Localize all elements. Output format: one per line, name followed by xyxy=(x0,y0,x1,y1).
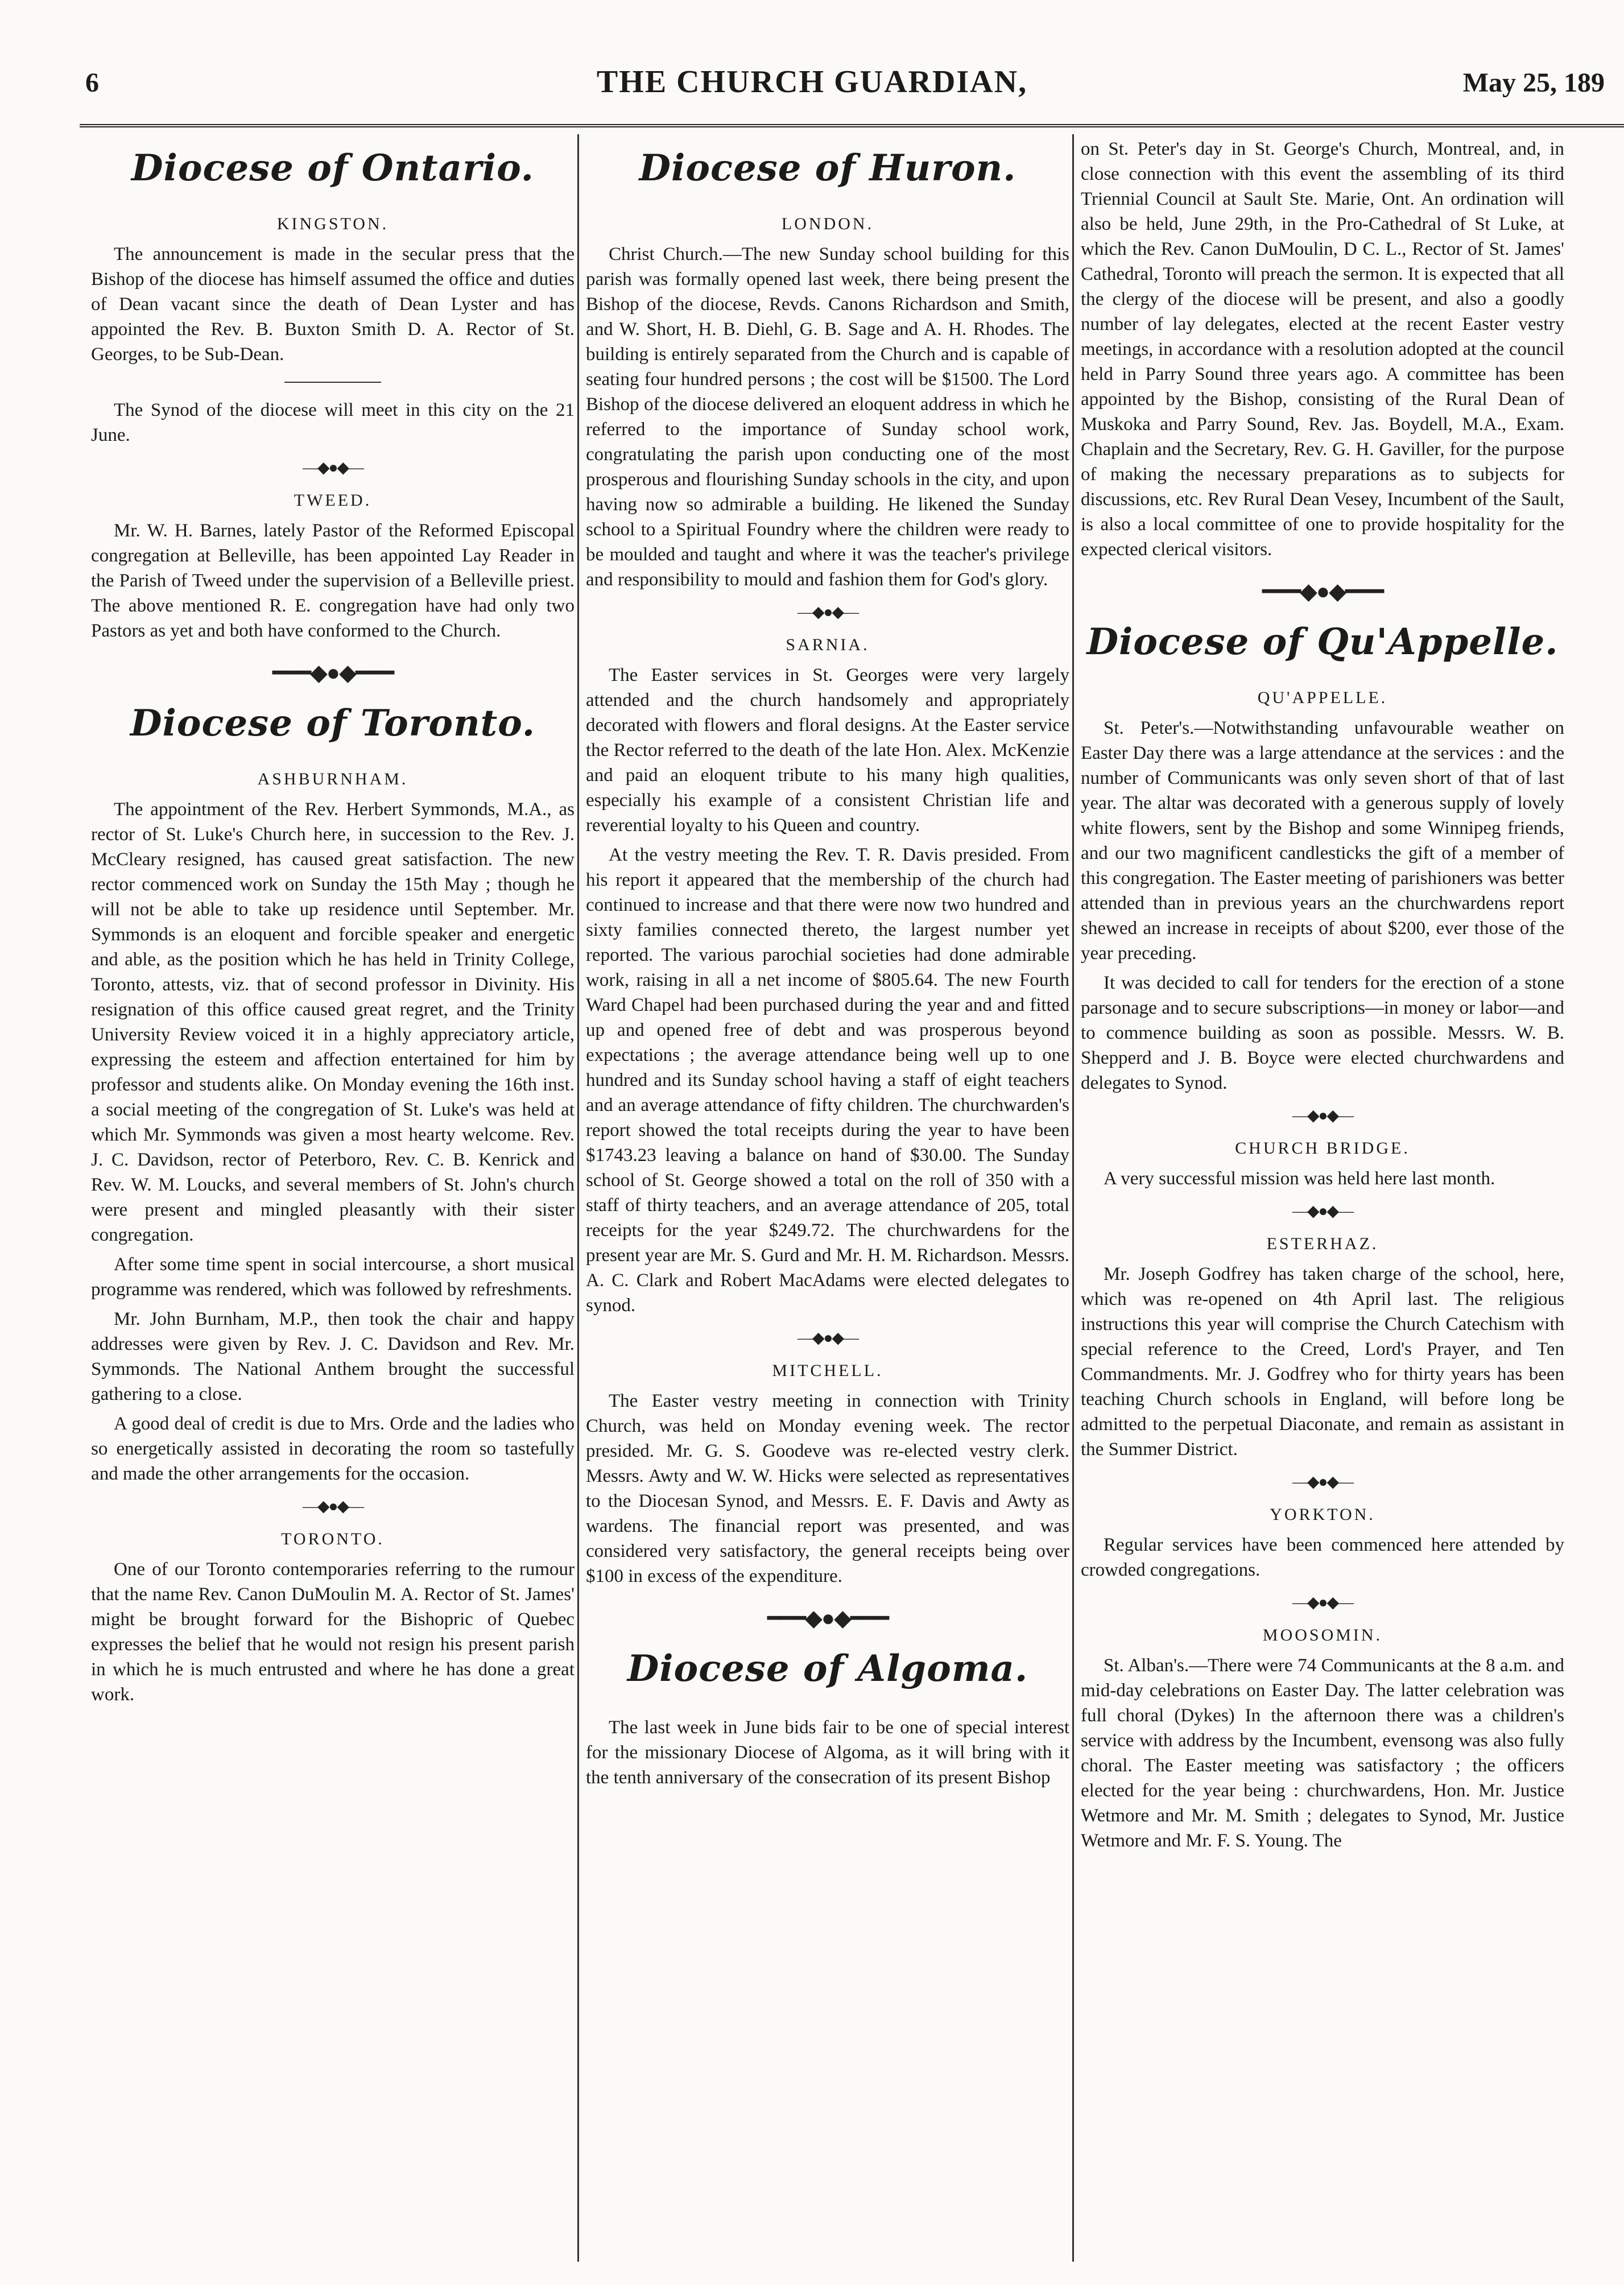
masthead-rule xyxy=(80,124,1624,127)
article-paragraph: One of our Toronto contemporaries referring to the rumour that the name Rev. Canon DuMoulin M. A. Rector of St. James' might be brought forward for the Bishopric of Quebec expresses the belief that he would not resign his present parish in which he is much entrusted and where he has done a great work. xyxy=(91,1559,575,1705)
column-three xyxy=(1081,137,1564,2241)
article-paragraph: Regular services have been commenced here attended by crowded congregations. xyxy=(1081,1535,1564,1580)
place-ashburnham: ASHBURNHAM. xyxy=(257,770,408,788)
place-church-bridge: CHURCH BRIDGE. xyxy=(1235,1139,1410,1158)
masthead xyxy=(0,0,1624,132)
article-paragraph: Mr. Joseph Godfrey has taken charge of the school, here, which was re-opened on 4th April last. The religious instructions this year will comprise the Church Catechism with special reference to the Creed, Lord's Prayer, and Ten Commandments. Mr. J. Godfrey who for thirty years has been teaching Church schools in England, will before long be admitted to the perpetual Diaconate, and remain as assistant in the Summer District. xyxy=(1081,1264,1564,1460)
column-divider xyxy=(1072,134,1074,2262)
article-paragraph: St. Peter's.—Notwithstanding unfavourable weather on Easter Day there was a large attendance at the services : and the number of Communicants was only seven short of that of last year. The altar was decorated with a generous supply of lovely white flowers, sent by the Bishop and some Winnipeg friends, and our two magnificent candlesticks the gift of a member of this congregation. The Easter meeting of parishioners was better attended than in previous years an the churchwardens report shewed an increase in receipts of about $200, ever those of the year preceding. xyxy=(1081,718,1564,964)
place-quappelle: QU'APPELLE. xyxy=(1257,688,1388,707)
article-paragraph: The last week in June bids fair to be one of special interest for the missionary Diocese of Algoma, as it will bring with it the tenth anniversary of the consecration of its present Bishop xyxy=(586,1717,1069,1788)
ornament-divider: —◆●◆— xyxy=(303,459,363,477)
ornament-divider: —◆●◆— xyxy=(303,1498,363,1515)
place-moosomin: MOOSOMIN. xyxy=(1262,1626,1383,1644)
newspaper-title: THE CHURCH GUARDIAN, xyxy=(596,64,1028,100)
article-paragraph: At the vestry meeting the Rev. T. R. Davis presided. From his report it appeared that the membership of the church had continued to increase and that there were now two hundred and sixty families connected thereto, the largest number yet reported. The various parochial societies had done admirable work, raising in all a net income of $805.64. The new Fourth Ward Chapel had been purchased during the year and and fitted up and opened free of debt and was prosperous beyond expectations ; the average attendance being well up to one hundred and its Sunday school having a staff of eight teachers and an average attendance of fifty children. The churchwarden's report showed the total receipts during the year to have been $1743.23 leaving a balance on hand of $30.00. The Sunday school of St. George showed a total on the roll of 350 with a staff of thirty teachers, and an average attendance of 205, total receipts for the year $249.72. The churchwardens for the present year are Mr. S. Gurd and Mr. H. M. Richardson. Messrs. A. C. Clark and Robert MacAdams were elected delegates to synod. xyxy=(586,845,1069,1316)
ornament-divider: ━━━◆●◆━━━ xyxy=(272,660,394,685)
heading-diocese-ontario: Diocese of Ontario. xyxy=(131,147,534,189)
place-yorkton: YORKTON. xyxy=(1270,1505,1375,1524)
place-esterhaz: ESTERHAZ. xyxy=(1266,1234,1379,1253)
article-paragraph: The appointment of the Rev. Herbert Symmonds, M.A., as rector of St. Luke's Church here, in succession to the Rev. J. McCleary resigned, has caused great satisfaction. The new rector commenced work on Sunday the 15th May ; though he will not be able to take up residence until September. Mr. Symmonds is an eloquent and forcible speaker and energetic and able, as the position which he has held in Trinity College, Toronto, attests, viz. that of second professor in Divinity. His resignation of this office caused great regret, and the Trinity University Review voiced it in a highly appreciatory article, expressing the esteem and affection entertained for him by professor and students alike. On Monday evening the 16th inst. a social meeting of the congregation of St. Luke's was held at which Mr. Symmonds was given a most hearty welcome. Rev. J. C. Davidson, rector of Peterboro, Rev. C. B. Kenrick and Rev. W. M. Loucks, and several members of St. John's church were present and mingled pleasantly with their sister congregation. xyxy=(91,799,575,1245)
column-divider xyxy=(577,134,579,2262)
article-paragraph: The Easter services in St. Georges were very largely attended and the church handsomely and appropriately decorated with flowers and floral designs. At the Easter service the Rector referred to the death of the late Hon. Alex. McKenzie and paid an eloquent tribute to his many high qualities, especially his example of a consistent Christian life and reverential loyalty to his Queen and country. xyxy=(586,665,1069,836)
ornament-divider: ━━━◆●◆━━━ xyxy=(767,1605,889,1631)
article-paragraph: St. Alban's.—There were 74 Communicants at the 8 a.m. and mid-day celebrations on Easter Day. The latter celebration was full choral (Dykes) In the afternoon there was a children's service with address by the Incumbent, evensong was also fully choral. The Easter meeting was satisfactory ; the officers elected for the year being : churchwardens, Hon. Mr. Justice Wetmore and Mr. M. Smith ; delegates to Synod, Mr. Justice Wetmore and Mr. F. S. Young. The xyxy=(1081,1655,1564,1851)
column-one xyxy=(91,137,575,2241)
place-tweed: TWEED. xyxy=(294,491,372,510)
ornament-divider: —◆●◆— xyxy=(1292,1107,1353,1125)
article-paragraph: Mr. John Burnham, M.P., then took the chair and happy addresses were given by Rev. J. C. Davidson and Rev. Mr. Symmonds. The National Anthem brought the successful gathering to a close. xyxy=(91,1309,575,1404)
place-kingston: KINGSTON. xyxy=(276,214,389,233)
article-paragraph: on St. Peter's day in St. George's Church, Montreal, and, in close connection with this event the assembling of its third Triennial Council at Sault Ste. Marie, Ont. An ordination will also be held, June 29th, in the Pro-Cathedral of St Luke, at which the Rev. Canon DuMoulin, D C. L., Rector of St. James' Cathedral, Toronto will preach the sermon. It is expected that all the clergy of the diocese will be present, and also a goodly number of lay delegates, elected at the recent Easter vestry meetings, in accordance with a resolution adopted at the council held in Parry Sound three years ago. A committee has been appointed by the Bishop, consisting of the Rural Dean of Muskoka and Parry Sound, Rev. Jas. Boydell, M.A., Exam. Chaplain and the Secretary, Rev. G. H. Gaviller, for the purpose of making the necessary preparations as to subjects for discussions, etc. Rev Rural Dean Vesey, Incumbent of the Sault, is also a local committee of one to provide hospitality for the expected clerical visitors. xyxy=(1081,139,1564,560)
article-paragraph: It was decided to call for tenders for the erection of a stone parsonage and to secure subscriptions—in money or labor—and to commence building as soon as possible. Messrs. W. B. Shepperd and J. B. Boyce were elected churchwardens and delegates to Synod. xyxy=(1081,973,1564,1093)
ornament-divider: —◆●◆— xyxy=(797,604,858,621)
article-paragraph: The Synod of the diocese will meet in this city on the 21 June. xyxy=(91,400,575,445)
heading-diocese-huron: Diocese of Huron. xyxy=(639,147,1016,189)
ornament-divider: —◆●◆— xyxy=(797,1329,858,1347)
column-two xyxy=(586,137,1069,2241)
ornament-divider: —◆●◆— xyxy=(1292,1594,1353,1612)
heading-diocese-quappelle: Diocese of Qu'Appelle. xyxy=(1086,621,1559,663)
issue-date: May 25, 189 xyxy=(1462,68,1605,98)
article-paragraph: Christ Church.—The new Sunday school building for this parish was formally opened last week, there being present the Bishop of the diocese, Revds. Canons Richardson and Smith, and W. Short, H. B. Diehl, G. B. Sage and A. H. Rhodes. The building is entirely separated from the Church and is capable of seating four hundred persons ; the cost will be $1500. The Lord Bishop of the diocese delivered an eloquent address in which he referred to the importance of Sunday school work, congratulating the parish upon conducting one of the most prosperous and flourishing Sunday schools in the city, and upon having now so admirable a building. He likened the Sunday school to a Spiritual Foundry where the children were ready to be moulded and taught and where it was the teacher's privilege and responsibility to mould and fashion them for God's glory. xyxy=(586,244,1069,590)
place-toronto: TORONTO. xyxy=(281,1530,385,1548)
place-sarnia: SARNIA. xyxy=(786,635,870,654)
ornament-divider: ━━━◆●◆━━━ xyxy=(1262,579,1383,604)
article-paragraph: A good deal of credit is due to Mrs. Orde and the ladies who so energetically assisted in decorating the room so tastefully and made the other arrangements for the occasion. xyxy=(91,1414,575,1484)
article-paragraph: After some time spent in social intercourse, a short musical programme was rendered, which was followed by refreshments. xyxy=(91,1254,575,1300)
article-paragraph: A very successful mission was held here last month. xyxy=(1104,1168,1495,1189)
ornament-divider: —◆●◆— xyxy=(1292,1473,1353,1491)
article-paragraph: The Easter vestry meeting in connection with Trinity Church, was held on Monday evening week. The rector presided. Mr. G. S. Goodeve was re-elected vestry clerk. Messrs. Awty and W. W. Hicks were selected as representatives to the Diocesan Synod, and Messrs. E. F. Davis and Awty as wardens. The financial report was presented, and was considered very satisfactory, the general receipts being over $100 in excess of the expenditure. xyxy=(586,1391,1069,1586)
article-paragraph: The announcement is made in the secular press that the Bishop of the diocese has himself assumed the office and duties of Dean vacant since the death of Dean Lyster and has appointed the Rev. B. Buxton Smith D. A. Rector of St. Georges, to be Sub-Dean. xyxy=(91,244,575,365)
divider xyxy=(284,382,381,383)
heading-diocese-toronto: Diocese of Toronto. xyxy=(130,702,536,745)
ornament-divider: —◆●◆— xyxy=(1292,1203,1353,1220)
place-london: LONDON. xyxy=(781,214,874,233)
heading-diocese-algoma: Diocese of Algoma. xyxy=(627,1647,1028,1690)
place-mitchell: MITCHELL. xyxy=(772,1361,883,1380)
page-number: 6 xyxy=(85,68,99,98)
article-paragraph: Mr. W. H. Barnes, lately Pastor of the Reformed Episcopal congregation at Belleville, has been appointed Lay Reader in the Parish of Tweed under the supervision of a Belleville priest. The above mentioned R. E. congregation have had only two Pastors as yet and both have conformed to the Church. xyxy=(91,520,575,641)
